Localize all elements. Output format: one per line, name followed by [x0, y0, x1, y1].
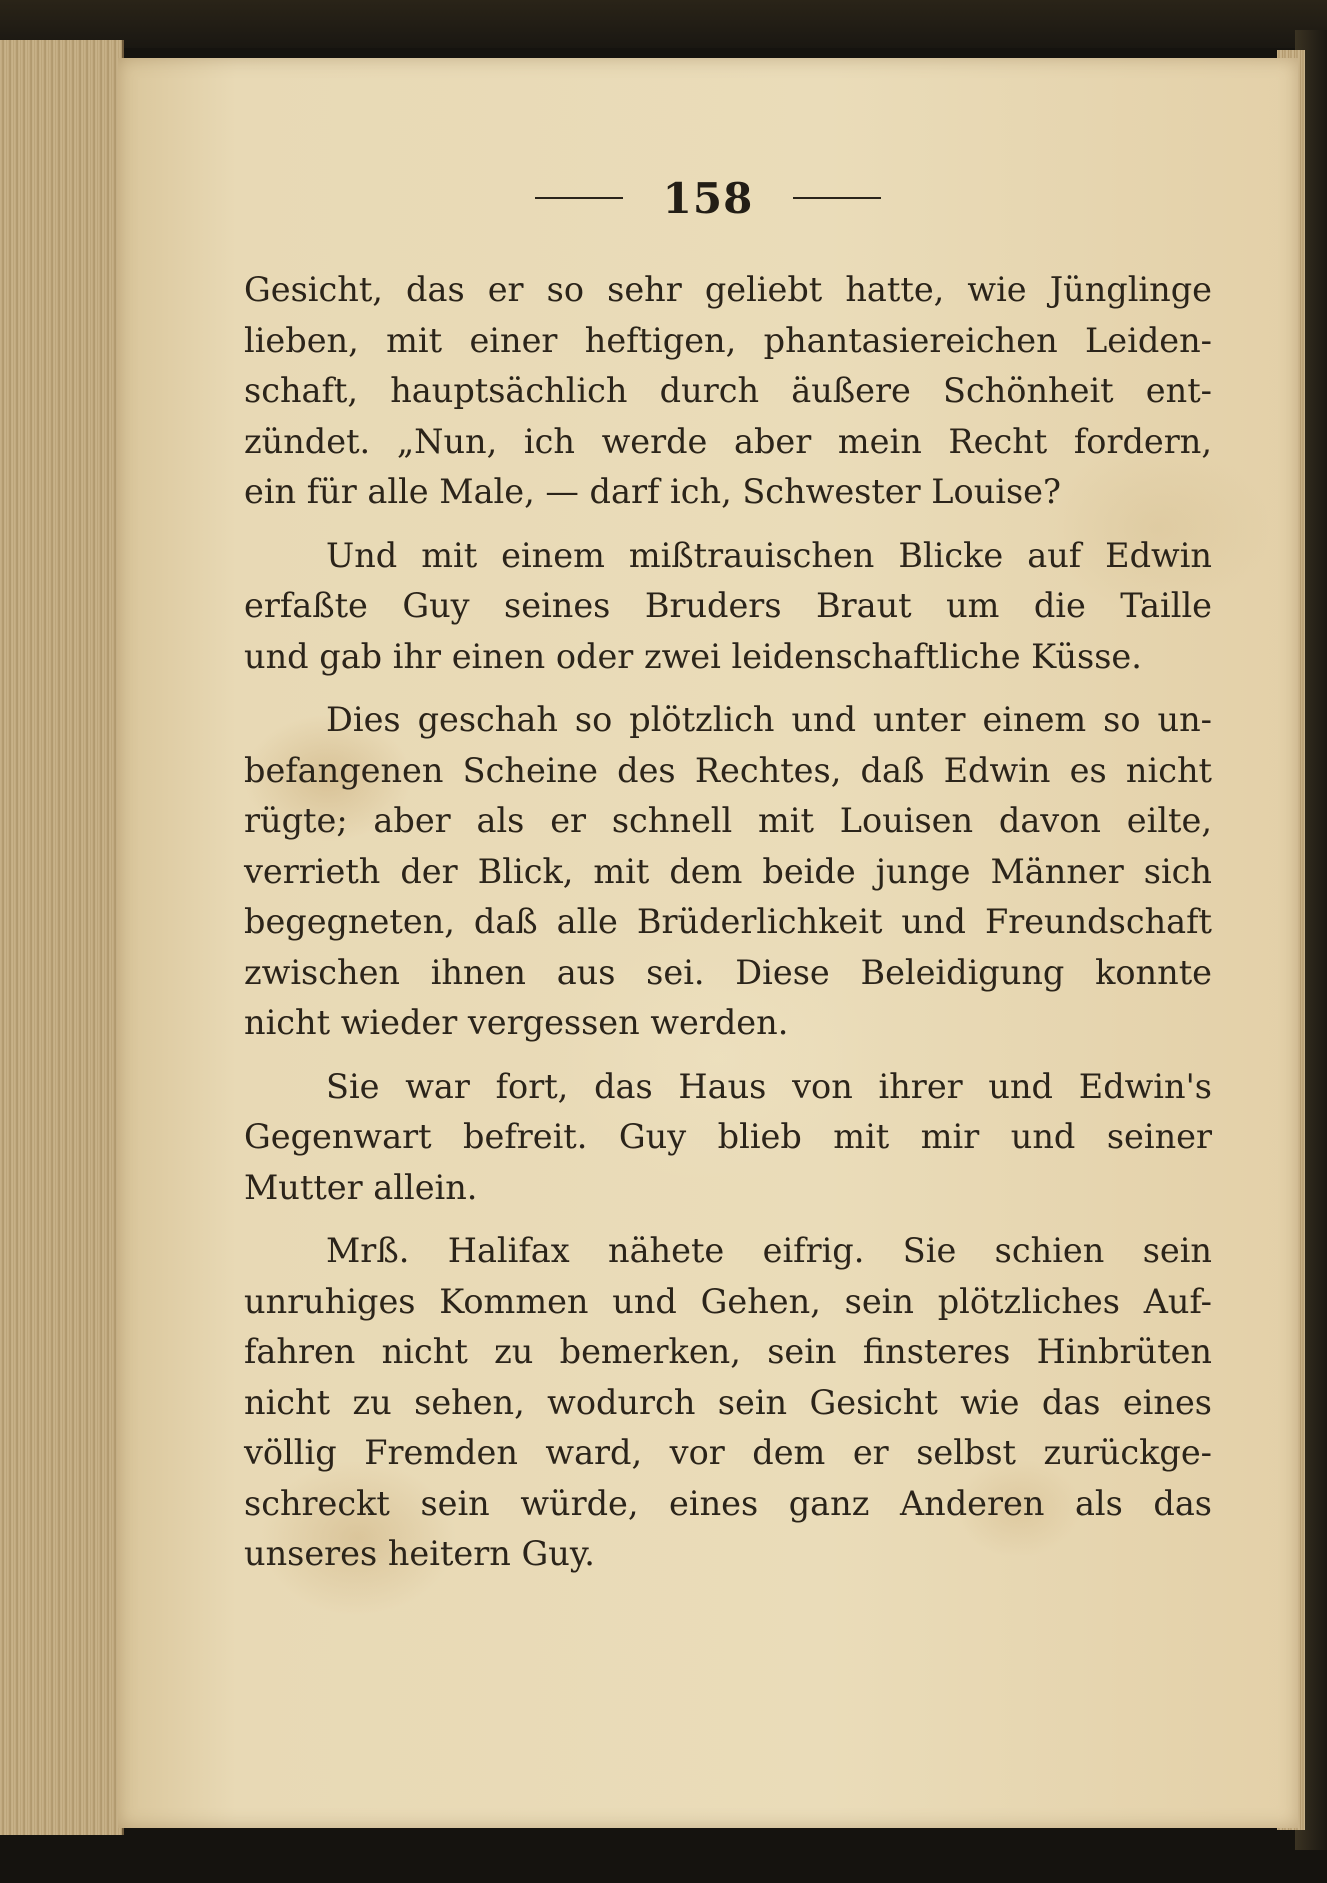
body-text: [244, 265, 1212, 1593]
paragraph-3: [244, 695, 1212, 1049]
text-line: lieben, mit einer heftigen, phantasiereichen Leiden-: [244, 320, 1212, 360]
text-line: Und mit einem mißtrauischen Blicke auf Edwin: [326, 535, 1212, 575]
text-line: Dies geschah so plötzlich und unter einem so un-: [326, 700, 1212, 739]
text-line: zwischen ihnen aus sei. Diese Beleidigung konnte: [244, 952, 1212, 992]
text-line: Sie war fort, das Haus von ihrer und Edwin's: [326, 1066, 1212, 1106]
text-line: erfaßte Guy seines Bruders Braut um die Taille: [244, 586, 1212, 625]
text-line: unseres heitern Guy.: [244, 1534, 595, 1573]
text-line: Mutter allein.: [244, 1167, 478, 1207]
text-line: fahren nicht zu bemerken, sein finsteres Hinbrüten: [244, 1332, 1212, 1371]
text-line: verrieth der Blick, mit dem beide junge Männer sich: [244, 851, 1212, 891]
text-line: befangenen Scheine des Rechtes, daß Edwin es nicht: [244, 750, 1212, 790]
text-line: begegneten, daß alle Brüderlichkeit und Freundschaft: [244, 902, 1212, 941]
book-cover-top-edge: [0, 0, 1327, 48]
text-line: schaft, hauptsächlich durch äußere Schönheit ent-: [244, 371, 1212, 410]
text-line: schreckt sein würde, eines ganz Anderen als das: [244, 1483, 1212, 1523]
text-line: Gegenwart befreit. Guy blieb mit mir und seiner: [244, 1117, 1212, 1156]
text-line: rügte; aber als er schnell mit Louisen davon eilte,: [244, 801, 1212, 840]
paragraph-4: [244, 1062, 1212, 1214]
paragraph-1: [244, 265, 1212, 518]
page-number: 158: [662, 173, 754, 223]
paragraph-2: [244, 531, 1212, 683]
page-header: [118, 168, 1298, 228]
header-rule-left: [535, 197, 623, 199]
header-rule-right: [793, 197, 881, 199]
text-line: zündet. „Nun, ich werde aber mein Recht fordern,: [244, 421, 1212, 461]
text-line: Mrß. Halifax nähete eifrig. Sie schien sein: [326, 1231, 1212, 1270]
text-line: Gesicht, das er so sehr geliebt hatte, wie Jünglinge: [244, 270, 1212, 309]
text-line: völlig Fremden ward, vor dem er selbst zurückge-: [244, 1433, 1212, 1472]
paragraph-5: [244, 1226, 1212, 1580]
text-line: und gab ihr einen oder zwei leidenschaftliche Küsse.: [244, 636, 1142, 676]
text-line: nicht wieder vergessen werden.: [244, 1003, 789, 1042]
text-line: ein für alle Male, — darf ich, Schwester Louise?: [244, 472, 1061, 511]
text-line: unruhiges Kommen und Gehen, sein plötzliches Auf-: [244, 1281, 1212, 1321]
page-stack-left: [0, 40, 124, 1835]
text-line: nicht zu sehen, wodurch sein Gesicht wie das eines: [244, 1382, 1212, 1422]
